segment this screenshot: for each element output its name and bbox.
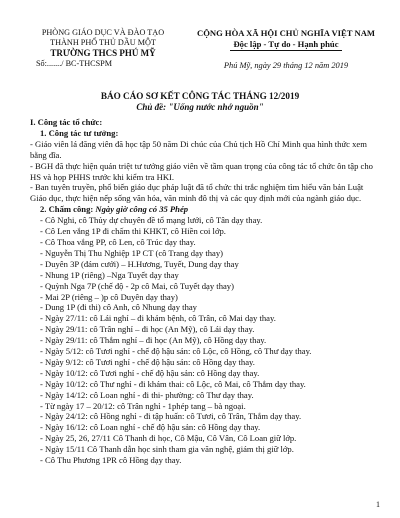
list-item: - Mai 2P (riêng – )p cô Duyên dạy thay): [40, 291, 178, 302]
paragraph: - Ban tuyên truyền, phổ biến giáo dục pháp luật đã tổ chức thi trắc nghiệm tìm hiểu văn bản Luật Giáo dục, thực hiện nếp sống văn hóa, văn minh đô thị và các quy định mới của ngành giáo dục.: [30, 182, 364, 204]
document-date: Phú Mỹ, ngày 29 tháng 12 năm 2019: [223, 61, 349, 70]
list-item: - Cô Thu Phương 1PR cô Hồng dạy thay.: [40, 455, 182, 466]
list-item: - Cô Nghi, cô Thủy dự chuyên đề tổ mạng lưới, cô Tân dạy thay.: [40, 215, 263, 226]
report-subtitle: Chủ đề: "Uống nước nhớ nguồn": [136, 102, 264, 112]
list-item: - Ngày 10/12: cô Tươi nghỉ - chế độ hậu sản: cô Hồng dạy thay.: [40, 367, 260, 378]
page-number: 1: [376, 500, 380, 509]
list-item: - Ngày 29/11: cô Thắm nghỉ – đi học (An Mỹ), cô Hồng dạy thay.: [40, 335, 267, 346]
header-right: [188, 28, 384, 72]
list-item: - Ngày 29/11: cô Trân nghỉ – đi học (An Mỹ), cô Lái dạy thay.: [40, 324, 255, 335]
attendance-list: [30, 215, 378, 466]
section-heading: I. Công tác tổ chức:: [30, 117, 103, 127]
paragraph: - BGH đã thực hiện quán triệt tư tưởng giáo viên về tầm quan trọng của công tác tổ chức ôn tập cho HS và họp PHHS trước khi kiểm tra HKI.: [30, 160, 373, 182]
document-number: Số:......./ BC-THCSPM: [36, 58, 112, 68]
city-name: THÀNH PHỐ THỦ DẦU MỘT: [50, 38, 156, 48]
list-item: - Ngày 10/12: cô Thư nghỉ - đi khám thai: cô Lộc, cô Mai, cô Thắm dạy thay.: [40, 378, 306, 389]
subsection-heading: 1. Công tác tư tưởng:: [40, 127, 119, 138]
subsection-heading-attendance: [30, 204, 378, 215]
motto: Độc lập - Tự do - Hạnh phúc: [233, 38, 339, 49]
report-body: [30, 117, 378, 466]
subsection-emphasis: Ngày giờ công có 35 Phép: [95, 204, 189, 215]
motto-underline: [230, 50, 342, 51]
list-item: - Ngày 5/12: cô Tươi nghỉ - chế độ hậu sản: cô Lộc, cô Hồng, cô Thư dạy thay.: [40, 346, 312, 357]
list-item: - Nguyễn Thị Thu Nghiệp 1P CT (cô Trang dạy thay): [40, 247, 224, 258]
department-name: PHÒNG GIÁO DỤC VÀ ĐÀO TẠO: [41, 28, 165, 37]
list-item: - Ngày 14/12: cô Loan nghỉ - đi thi- phường: cô Thư dạy thay.: [40, 389, 254, 400]
list-item: - Ngày 25, 26, 27/11 Cô Thanh đi học, Cô Mậu, Cô Vân, Cô Loan giữ lớp.: [40, 433, 297, 444]
list-item: - Cô Len vắng 1P đi chấm thi KHKT, cô Hiền coi lớp.: [40, 226, 226, 237]
list-item: - Ngày 9/12: cô Tươi nghỉ - chế độ hậu sản: cô Hồng dạy thay.: [40, 356, 255, 367]
list-item: - Ngày 16/12: cô Loan nghỉ - chế độ hậu sản: cô Hồng dạy thay.: [40, 422, 261, 433]
paragraph: - Giáo viên lá đăng viên đã học tập 50 năm Di chúc của Chủ tịch Hồ Chí Minh qua hình thức xem bằng đĩa.: [30, 138, 367, 160]
header-left: [22, 28, 184, 69]
list-item: - Ngày 24/12: cô Hồng nghỉ - đi tập huấn: cô Tươi, cô Trân, Thắm dạy thay.: [40, 411, 302, 422]
list-item: - Quỳnh Nga 7P (chế độ - 2p cô Mai, cô Tuyết dạy thay): [40, 280, 234, 291]
list-item: - Ngày 15/11 Cô Thanh dẫn học sinh tham gia văn nghệ, giám thị giữ lớp.: [40, 444, 294, 455]
list-item: - Duyên 3P (đám cưới) – H.Hương, Tuyết, Dung dạy thay: [40, 258, 239, 269]
list-item: - Ngày 27/11: cô Lái nghỉ – đi khám bệnh, cô Trân, cô Mai dạy thay.: [40, 313, 276, 324]
report-title: BÁO CÁO SƠ KẾT CÔNG TÁC THÁNG 12/2019: [100, 91, 300, 101]
list-item: - Nhung 1P (riêng) –Nga Tuyết dạy thay: [40, 269, 179, 280]
list-item: - Dung 1P (đi thi) cô Anh, cô Nhung dạy thay: [40, 302, 197, 313]
nation-title: CỘNG HÒA XÃ HỘI CHỦ NGHĨA VIỆT NAM: [196, 28, 376, 38]
subsection-label: 2. Chấm công:: [40, 204, 94, 215]
list-item: - Cô Thoa vắng PP, cô Len, cô Trúc dạy thay.: [40, 236, 196, 247]
list-item: - Từ ngày 17 – 20/12: cô Trân nghỉ - 1phép tang – bà ngoại.: [40, 400, 246, 411]
school-name: TRƯỜNG THCS PHÚ MỸ: [50, 48, 156, 59]
